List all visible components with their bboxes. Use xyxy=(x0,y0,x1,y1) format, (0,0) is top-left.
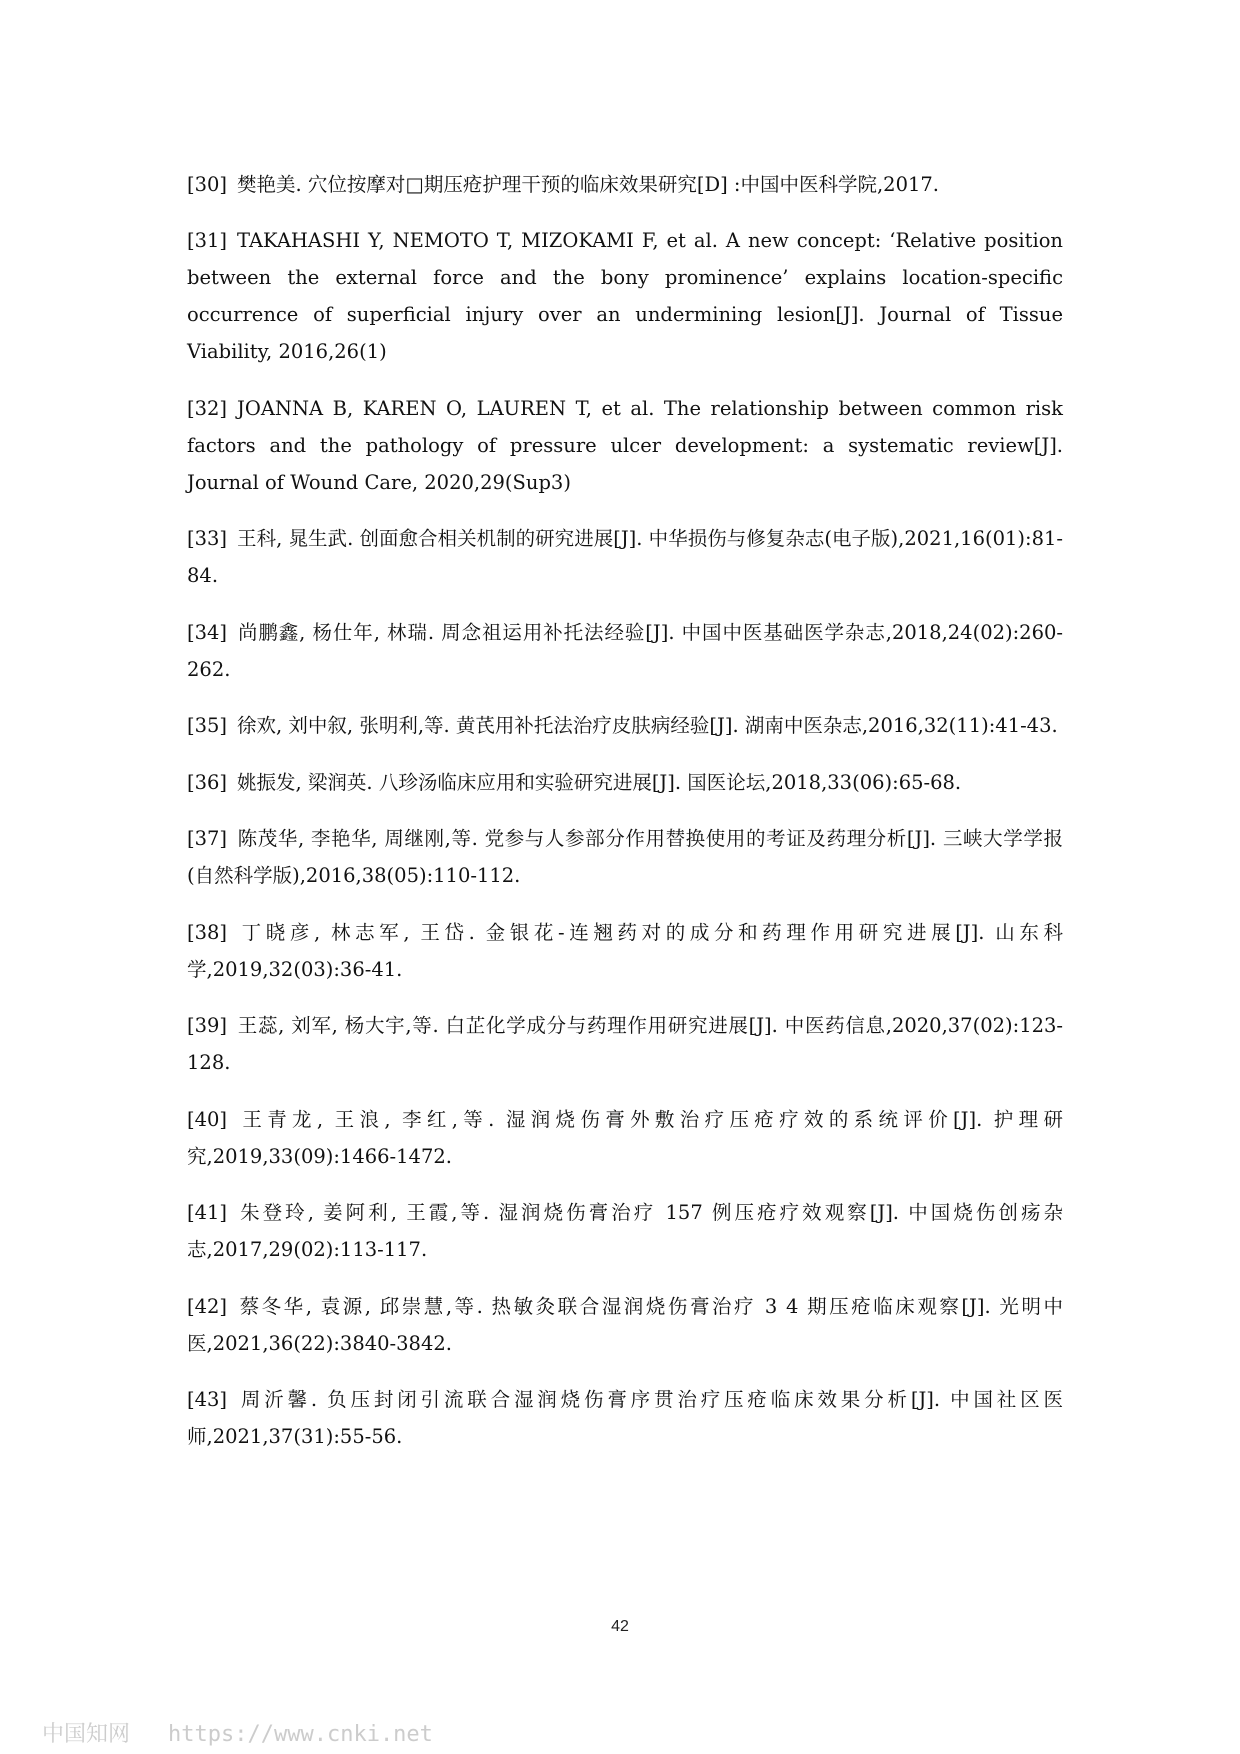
reference-entry xyxy=(187,1288,1063,1362)
reference-entry xyxy=(187,520,1063,594)
reference-text: 徐欢, 刘中叙, 张明利,等. 黄芪用补托法治疗皮肤病经验[J]. 湖南中医杂志,2016,32(11):41-43. xyxy=(237,714,1058,737)
reference-entry xyxy=(187,1007,1063,1081)
reference-number: [34] xyxy=(187,620,228,644)
reference-text: 樊艳美. 穴位按摩对□期压疮护理干预的临床效果研究[D] :中国中医科学院,2017. xyxy=(237,172,939,196)
reference-text: TAKAHASHI Y, NEMOTO T, MIZOKAMI F, et al. A new concept: ‘Relative position between the external force and the bony prominence’ explains location-specific occurrence of superficial injury over an undermining lesion[J]. Journal of Tissue Viability, 2016,26(1) xyxy=(187,229,1063,363)
reference-list xyxy=(187,146,1063,1472)
reference-entry xyxy=(187,820,1063,894)
reference-text: 丁晓彦, 林志军, 王岱. 金银花-连翘药对的成分和药理作用研究进展[J]. 山东科学,2019,32(03):36-41. xyxy=(187,920,1063,981)
reference-number: [31] xyxy=(187,229,228,252)
reference-text: 王青龙, 王浪, 李红,等. 湿润烧伤膏外敷治疗压疮疗效的系统评价[J]. 护理研究,2019,33(09):1466-1472. xyxy=(187,1107,1063,1168)
reference-number: [42] xyxy=(187,1294,228,1318)
reference-entry xyxy=(187,222,1063,370)
reference-number: [41] xyxy=(187,1201,228,1224)
reference-number: [35] xyxy=(187,714,228,737)
reference-text: 陈茂华, 李艳华, 周继刚,等. 党参与人参部分作用替换使用的考证及药理分析[J]. 三峡大学学报(自然科学版),2016,38(05):110-112. xyxy=(187,827,1063,887)
reference-text: 蔡冬华, 袁源, 邱崇慧,等. 热敏灸联合湿润烧伤膏治疗 3 4 期压疮临床观察[J]. 光明中医,2021,36(22):3840-3842. xyxy=(187,1294,1063,1355)
reference-number: [40] xyxy=(187,1107,228,1131)
reference-entry xyxy=(187,764,1063,801)
reference-text: 姚振发, 梁润英. 八珍汤临床应用和实验研究进展[J]. 国医论坛,2018,33(06):65-68. xyxy=(237,770,962,794)
watermark xyxy=(42,1717,433,1748)
reference-entry xyxy=(187,166,1063,203)
reference-entry xyxy=(187,390,1063,501)
reference-number: [32] xyxy=(187,396,228,420)
reference-entry xyxy=(187,914,1063,988)
reference-number: [33] xyxy=(187,527,228,550)
watermark-name: 中国知网 xyxy=(42,1722,131,1747)
reference-text: 王蕊, 刘军, 杨大宇,等. 白芷化学成分与药理作用研究进展[J]. 中医药信息,2020,37(02):123-128. xyxy=(187,1014,1063,1074)
reference-text: JOANNA B, KAREN O, LAUREN T, et al. The relationship between common risk factors and the pathology of pressure ulcer development: a systematic review[J]. Journal of Wound Care, 2020,29(Sup3) xyxy=(187,396,1063,494)
reference-number: [43] xyxy=(187,1388,228,1411)
reference-number: [37] xyxy=(187,827,228,850)
reference-text: 周沂馨. 负压封闭引流联合湿润烧伤膏序贯治疗压疮临床效果分析[J]. 中国社区医师,2021,37(31):55-56. xyxy=(187,1388,1063,1448)
reference-entry xyxy=(187,1101,1063,1175)
reference-number: [38] xyxy=(187,920,228,944)
page-number: 42 xyxy=(611,1618,629,1635)
reference-entry xyxy=(187,1194,1063,1268)
reference-entry xyxy=(187,707,1063,744)
reference-text: 尚鹏鑫, 杨仕年, 林瑞. 周念祖运用补托法经验[J]. 中国中医基础医学杂志,2018,24(02):260-262. xyxy=(187,620,1063,681)
reference-text: 王科, 晁生武. 创面愈合相关机制的研究进展[J]. 中华损伤与修复杂志(电子版),2021,16(01):81-84. xyxy=(187,527,1063,587)
reference-number: [30] xyxy=(187,172,228,196)
reference-number: [36] xyxy=(187,770,228,794)
reference-entry xyxy=(187,614,1063,688)
reference-text: 朱登玲, 姜阿利, 王霞,等. 湿润烧伤膏治疗 157 例压疮疗效观察[J]. 中国烧伤创疡杂志,2017,29(02):113-117. xyxy=(187,1201,1063,1261)
watermark-url: https://www.cnki.net xyxy=(168,1722,433,1747)
reference-entry xyxy=(187,1381,1063,1455)
reference-number: [39] xyxy=(187,1014,228,1037)
